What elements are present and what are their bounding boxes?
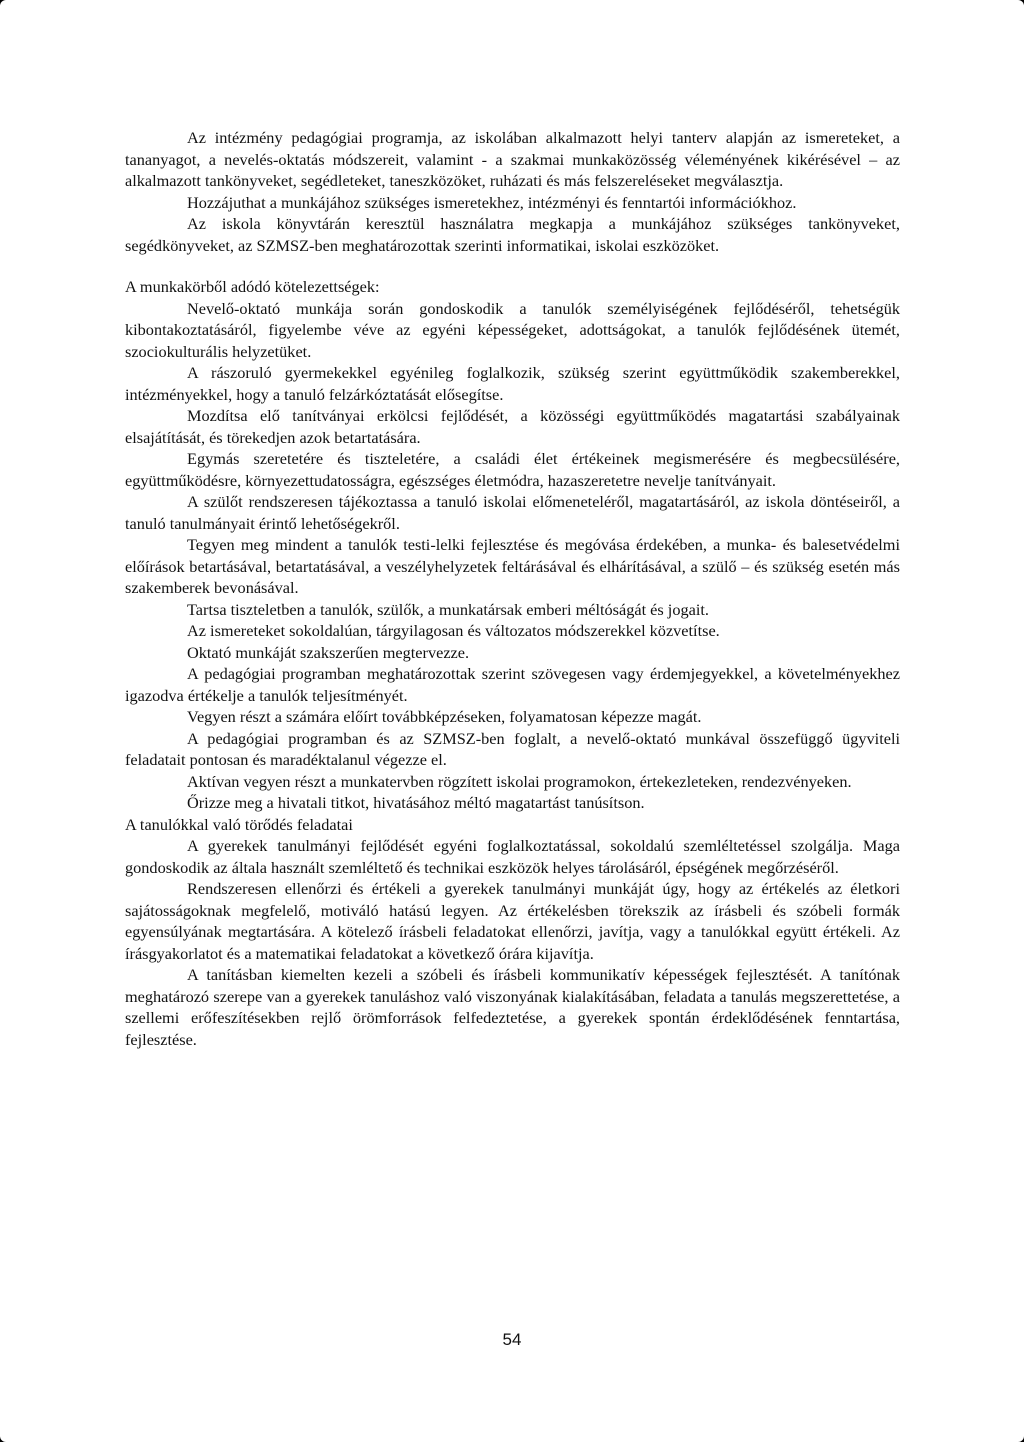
paragraph: A pedagógiai programban meghatározottak szerint szövegesen vagy érdemjegyekkel, a követelményekhez igazodva értékelje a tanulók teljesítményét. <box>125 664 900 705</box>
section-spacer <box>125 256 900 276</box>
paragraph: Az intézmény pedagógiai programja, az iskolában alkalmazott helyi tanterv alapján az ismereteket, a tananyagot, a nevelés-oktatás módszereit, valamint - a szakmai munkaközösség véleményének kikérésével – az alkalmazott tankönyveket, segédleteket, taneszközöket, ruházati és más felszereléseket megválasztja. <box>125 128 900 190</box>
document-body <box>125 127 900 1050</box>
paragraph: A rászoruló gyermekekkel egyénileg foglalkozik, szükség szerint együttműködik szakemberekkel, intézményekkel, hogy a tanuló felzárkóztatását elősegítse. <box>125 363 900 404</box>
paragraph: Oktató munkáját szakszerűen megtervezze. <box>187 642 470 662</box>
paragraph: A gyerekek tanulmányi fejlődését egyéni foglalkoztatással, sokoldalú szemléltetéssel szolgálja. Maga gondoskodik az általa használt szemléltető és technikai eszközök helyes tárolásáról, épségének megőrzéséről. <box>125 836 900 877</box>
paragraph: Tartsa tiszteletben a tanulók, szülők, a munkatársak emberi méltóságát és jogait. <box>187 599 709 619</box>
section-heading-duties: A munkakörből adódó kötelezettségek: <box>125 277 380 296</box>
paragraph: A tanításban kiemelten kezeli a szóbeli és írásbeli kommunikatív képességek fejlesztését. A tanítónak meghatározó szerepe van a gyerekek tanuláshoz való viszonyának kialakításában, feladata a tanulás megszerettetése, a szellemi erőfeszítésekben rejlő örömforrások felfedeztetése, a gyerekek spontán érdeklődésének fenntartása, fejlesztése. <box>125 965 900 1049</box>
paragraph: Hozzájuthat a munkájához szükséges ismeretekhez, intézményi és fenntartói információkhoz. <box>187 192 797 212</box>
paragraph: Egymás szeretetére és tiszteletére, a családi élet értékeinek megismerésére és megbecsülésére, együttműködésre, környezettudatosságra, egészséges életmódra, hazaszeretetre nevelje tanítványait. <box>125 449 900 490</box>
section-heading-care: A tanulókkal való törődés feladatai <box>125 814 353 834</box>
paragraph: Nevelő-oktató munkája során gondoskodik a tanulók személyiségének fejlődéséről, tehetségük kibontakoztatásáról, figyelembe véve az egyéni képességeket, adottságokat, a tanulók fejlődésének ütemét, szociokulturális helyzetüket. <box>125 298 900 361</box>
paragraph: Tegyen meg mindent a tanulók testi-lelki fejlesztése és megóvása érdekében, a munka- és balesetvédelmi előírások betartásával, betartatásával, a veszélyhelyzetek feltárásával és elhárításával, a szülő – és szükség esetén más szakemberek bevonásával. <box>125 535 900 597</box>
paragraph: Aktívan vegyen részt a munkatervben rögzített iskolai programokon, értekezleteken, rendezvényeken. <box>187 771 852 791</box>
paragraph: A szülőt rendszeresen tájékoztassa a tanuló iskolai előmeneteléről, magatartásáról, az iskola döntéseiről, a tanuló tanulmányait érintő lehetőségekről. <box>125 492 900 533</box>
paragraph: Az iskola könyvtárán keresztül használatra megkapja a munkájához szükséges tankönyveket, segédkönyveket, az SZMSZ-ben meghatározottak szerinti informatikai, iskolai eszközöket. <box>125 214 900 255</box>
page-number: 54 <box>502 1330 522 1349</box>
paragraph: Vegyen részt a számára előírt továbbképzéseken, folyamatosan képezze magát. <box>187 707 702 726</box>
paragraph: A pedagógiai programban és az SZMSZ-ben foglalt, a nevelő-oktató munkával összefüggő ügyviteli feladatait pontosan és maradéktalanul végezze el. <box>125 728 900 769</box>
paragraph: Az ismereteket sokoldalúan, tárgyilagosan és változatos módszerekkel közvetítse. <box>187 621 720 640</box>
paragraph: Mozdítsa elő tanítványai erkölcsi fejlődését, a közösségi együttműködés magatartási szabályainak elsajátítását, és törekedjen azok betartatására. <box>125 406 900 447</box>
paragraph: Rendszeresen ellenőrzi és értékeli a gyerekek tanulmányi munkáját úgy, hogy az értékelés az életkori sajátosságoknak megfelelő, motiváló hatású legyen. Az értékelésben törekszik az írásbeli és szóbeli formák egyensúlyának megtartására. A kötelező írásbeli feladatokat ellenőrzi, javítja, vagy a tanulókkal együtt értékeli. Az írásgyakorlatot és a matematikai feladatokat a következő órára kijavítja. <box>125 879 900 963</box>
paragraph: Őrizze meg a hivatali titkot, hivatásához méltó magatartást tanúsítson. <box>187 793 645 812</box>
